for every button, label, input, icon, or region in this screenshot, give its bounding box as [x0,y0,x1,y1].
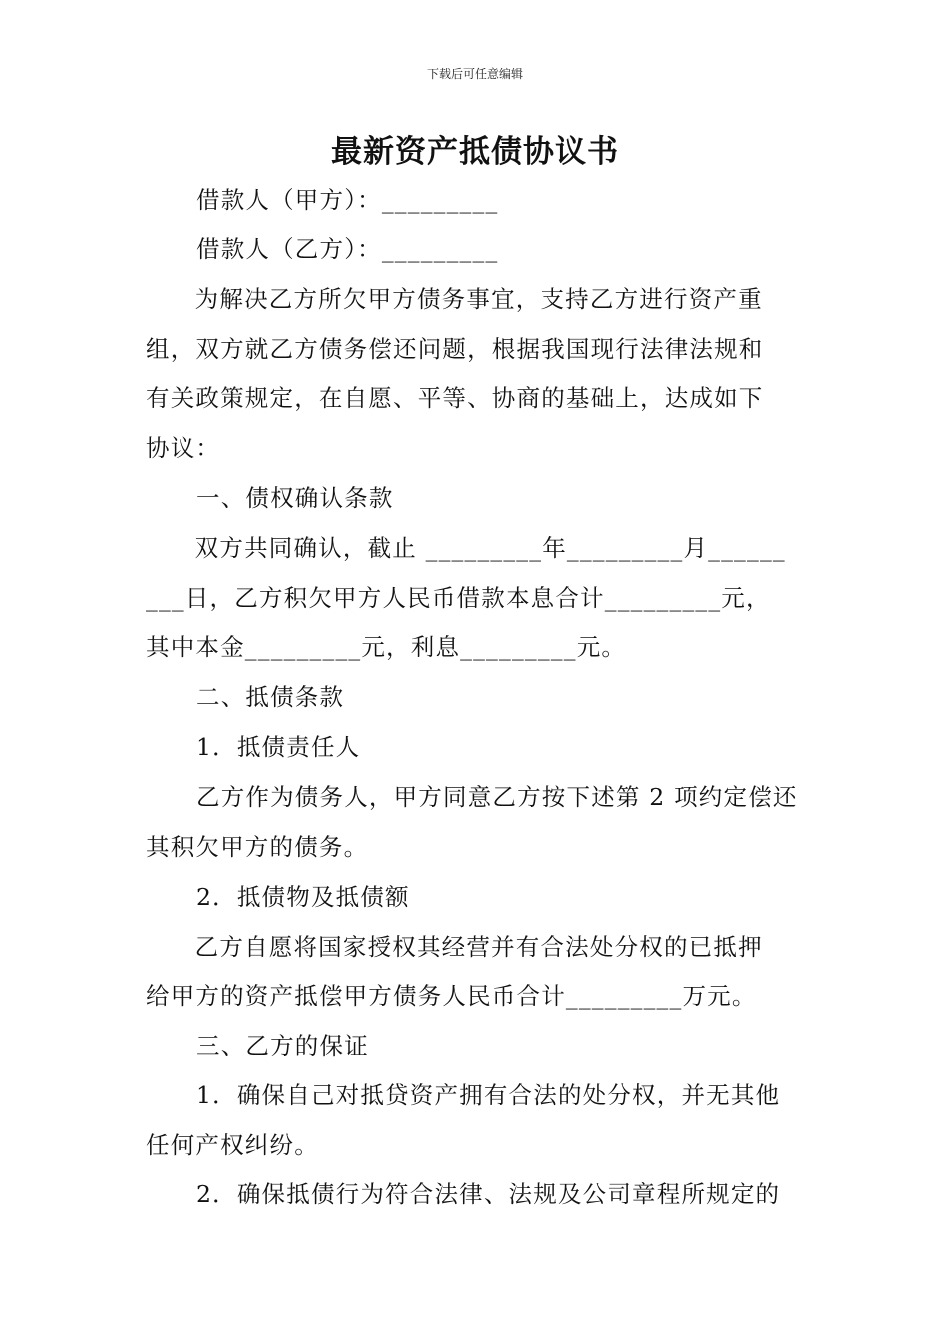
section-heading: 二、抵债条款 [196,683,345,711]
body-line: 给甲方的资产抵偿甲方债务人民币合计_________万元。 [146,982,757,1010]
header-note: 下载后可任意编辑 [426,67,523,81]
subsection-heading: 2．抵债物及抵债额 [196,883,410,911]
section-heading: 三、乙方的保证 [196,1032,369,1060]
body-line: 乙方自愿将国家授权其经营并有合法处分权的已抵押 [186,933,763,961]
body-line: 其积欠甲方的债务。 [146,833,369,861]
body-line: 任何产权纠纷。 [146,1131,319,1159]
body-line: 协议： [146,434,221,462]
party-a-line: 借款人（甲方）：_________ [196,186,499,214]
body-line: 2．确保抵债行为符合法律、法规及公司章程所规定的 [196,1180,781,1208]
body-line: 双方共同确认，截止 _________年_________月______ [186,534,786,562]
body-line: 为解决乙方所欠甲方债务事宜，支持乙方进行资产重 [186,285,763,313]
body-line: 组，双方就乙方债务偿还问题，根据我国现行法律法规和 [146,335,764,363]
section-heading: 一、债权确认条款 [196,484,394,512]
subsection-heading: 1．抵债责任人 [196,733,361,761]
body-line: 1．确保自己对抵贷资产拥有合法的处分权，并无其他 [196,1081,781,1109]
body-line: 其中本金_________元，利息_________元。 [146,633,627,661]
body-line: 乙方作为债务人，甲方同意乙方按下述第 2 项约定偿还 [196,783,798,811]
document-title: 最新资产抵债协议书 [331,134,619,170]
body-line: 有关政策规定，在自愿、平等、协商的基础上，达成如下 [146,384,764,412]
body-line: ___日，乙方积欠甲方人民币借款本息合计_________元， [146,584,771,612]
party-b-line: 借款人（乙方）：_________ [196,235,499,263]
